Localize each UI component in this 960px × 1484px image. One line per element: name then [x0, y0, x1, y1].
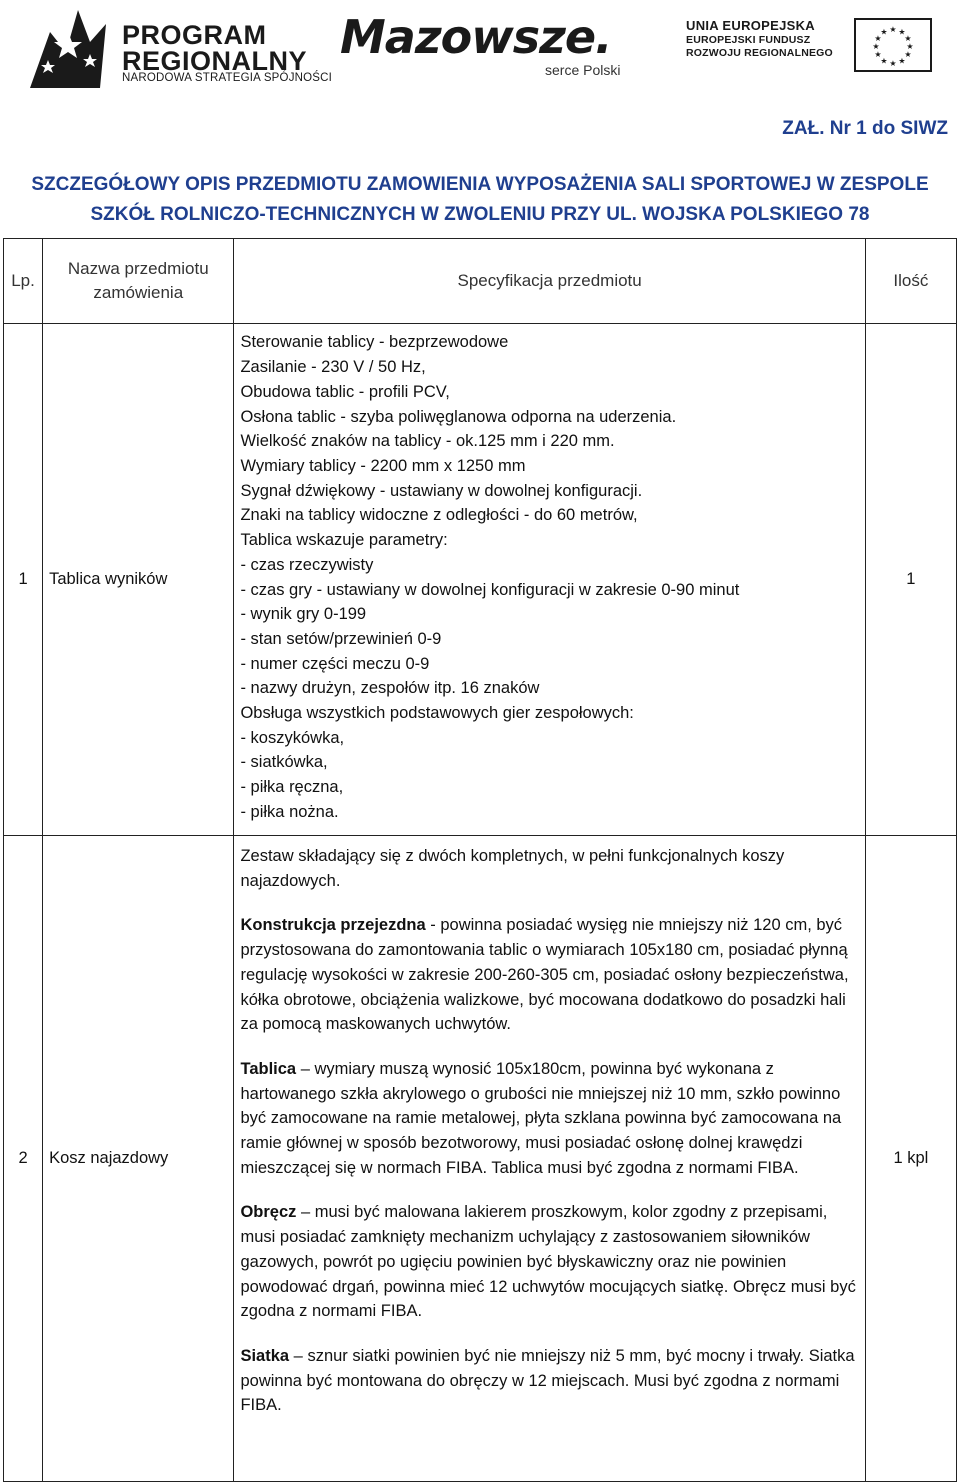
table-row — [4, 836, 957, 1482]
spec-line: Obudowa tablic - profili PCV, — [240, 382, 450, 401]
spec-paragraph-text: Zestaw składający się z dwóch kompletnych, w pełni funkcjonalnych koszy najazdowych. — [240, 847, 785, 890]
logo-eu-line3: ROZWOJU REGIONALNEGO — [686, 47, 833, 59]
spec-paragraph — [240, 913, 858, 1037]
spec-line: Obsługa wszystkich podstawowych gier zespołowych: — [240, 704, 634, 723]
svg-text:★: ★ — [889, 25, 897, 34]
spec-line: - nazwy drużyn, zespołów itp. 16 znaków — [240, 679, 540, 698]
row-lp: 1 — [4, 324, 43, 836]
spec-paragraph — [240, 844, 858, 893]
header-qty: Ilość — [865, 239, 956, 324]
row-name: Kosz najazdowy — [43, 836, 234, 1482]
program-regionalny-logo — [20, 2, 333, 90]
spec-paragraph-text: – musi być malowana lakierem proszkowym, kolor zgodny z przepisami, musi posiadać zamknięty mechanizm uchylający z zastosowaniem siłowników gazowych, powrót po ugięciu powinien być błyskawiczny oraz nie powinien powodować drgań, powinna mieć 12 uchwytów mocujących siatkę. Obręcz musi być zgodna z normami FIBA. — [240, 1203, 856, 1321]
svg-text:★: ★ — [889, 59, 897, 68]
spec-paragraph — [240, 1057, 858, 1181]
spec-paragraph — [240, 1200, 858, 1324]
logo-header — [0, 0, 960, 100]
spec-line: - piłka ręczna, — [240, 778, 344, 797]
spec-paragraph-text: - powinna posiadać wysięg nie mniejszy niż 120 cm, być przystosowana do zamontowania tablic o wymiarach 105x180 cm, posiadać płynną regulację wysokości w zakresie 200-260-305 cm, posiadać osłony bezpieczeństwa, kółka obrotowe, obciążenia walizkowe, być mocowana dodatkowo do posadzki hali za pomocą maskowanych uchwytów. — [240, 916, 849, 1034]
spec-line: Sygnał dźwiękowy - ustawiany w dowolnej konfiguracji. — [240, 481, 643, 500]
spec-line: - wynik gry 0-199 — [240, 605, 367, 624]
logo-mazowsze-sub: serce Polski — [545, 62, 621, 78]
logo-program-line1: PROGRAM — [122, 20, 267, 50]
row-qty: 1 kpl — [865, 836, 956, 1482]
svg-text:★: ★ — [898, 56, 906, 66]
logo-program-line3: NARODOWA STRATEGIA SPÓJNOŚCI — [122, 72, 333, 84]
logo-eu-line1: UNIA EUROPEJSKA — [686, 18, 815, 33]
logo-mazowsze-word: Mazowsze. — [340, 10, 612, 64]
header-name: Nazwa przedmiotu zamówienia — [43, 239, 234, 324]
spec-line: Wielkość znaków na tablicy - ok.125 mm i 220 mm. — [240, 432, 615, 451]
spec-paragraph — [240, 1344, 858, 1418]
table-header-row — [4, 239, 957, 324]
spec-line: Tablica wskazuje parametry: — [240, 531, 448, 550]
spec-line: - numer części meczu 0-9 — [240, 654, 430, 673]
header-spec: Specyfikacja przedmiotu — [234, 239, 865, 324]
spec-paragraph-text: – sznur siatki powinien być nie mniejszy niż 5 mm, być mocny i trwały. Siatka powinna być montowana do obręczy w 12 miejscach. Musi być zgodna z normami FIBA. — [240, 1346, 855, 1415]
spec-paragraph-lead: Siatka — [240, 1346, 290, 1365]
svg-text:★: ★ — [906, 42, 914, 51]
spec-line: - czas rzeczywisty — [240, 555, 374, 574]
spec-line: - stan setów/przewinień 0-9 — [240, 629, 442, 648]
svg-text:★: ★ — [898, 27, 906, 37]
spec-line: Wymiary tablicy - 2200 mm x 1250 mm — [240, 456, 526, 475]
spec-paragraph-lead: Konstrukcja przejezdna — [240, 916, 426, 935]
svg-text:★: ★ — [904, 34, 912, 43]
document-title-line2: SZKÓŁ ROLNICZO-TECHNICZNYCH W ZWOLENIU PRZY UL. WOJSKA POLSKIEGO 78 — [90, 204, 870, 225]
svg-text:★: ★ — [904, 50, 912, 59]
spec-line: Znaki na tablicy widoczne z odległości - do 60 metrów, — [240, 506, 638, 525]
spec-paragraph-lead: Obręcz — [240, 1203, 297, 1222]
eu-flag-icon — [854, 18, 932, 72]
svg-text:★: ★ — [874, 50, 882, 59]
row-spec — [234, 836, 865, 1482]
spec-line: - czas gry - ustawiany w dowolnej konfiguracji w zakresie 0-90 minut — [240, 580, 740, 599]
spec-paragraph-lead: Tablica — [240, 1059, 297, 1078]
spec-line: Sterowanie tablicy - bezprzewodowe — [240, 333, 509, 352]
logo-program-line2: REGIONALNY — [122, 46, 308, 76]
spec-paragraph-text: – wymiary muszą wynosić 105x180cm, powinna być wykonana z hartowanego szkła akrylowego o grubości nie mniejszej niż 10 mm, szkło powinno być zamocowane na ramie metalowej, płyta szklana powinna być zamocowana na ramie głównej w sposób bezotworowy, musi posiadać osłonę dolnej krawędzi mieszczącej się w normach FIBA. Tablica musi być zgodna z normami FIBA. — [240, 1059, 842, 1177]
document-title — [0, 170, 960, 230]
attachment-label: ZAŁ. Nr 1 do SIWZ — [782, 118, 948, 139]
eu-logo-text — [686, 18, 848, 60]
row-spec — [234, 324, 865, 836]
svg-text:★: ★ — [872, 42, 880, 51]
spec-line: - piłka nożna. — [240, 802, 339, 821]
spec-line: Zasilanie - 230 V / 50 Hz, — [240, 358, 426, 377]
svg-text:★: ★ — [874, 34, 882, 43]
spec-line: - koszykówka, — [240, 728, 345, 747]
svg-text:★: ★ — [880, 27, 888, 37]
program-regionalny-emblem-icon — [20, 2, 116, 90]
row-qty: 1 — [865, 324, 956, 836]
logo-eu-line2: EUROPEJSKI FUNDUSZ — [686, 34, 811, 46]
header-lp: Lp. — [4, 239, 43, 324]
mazowsze-logo — [340, 4, 640, 90]
specification-table — [3, 238, 957, 1482]
spec-line: Osłona tablic - szyba poliwęglanowa odporna na uderzenia. — [240, 407, 677, 426]
table-row — [4, 324, 957, 836]
row-name: Tablica wyników — [43, 324, 234, 836]
spec-line: - siatkówka, — [240, 753, 328, 772]
svg-text:★: ★ — [880, 56, 888, 66]
row-lp: 2 — [4, 836, 43, 1482]
document-title-line1: SZCZEGÓŁOWY OPIS PRZEDMIOTU ZAMOWIENIA WYPOSAŻENIA SALI SPORTOWEJ W ZESPOLE — [31, 174, 929, 195]
eu-logo — [686, 18, 942, 78]
